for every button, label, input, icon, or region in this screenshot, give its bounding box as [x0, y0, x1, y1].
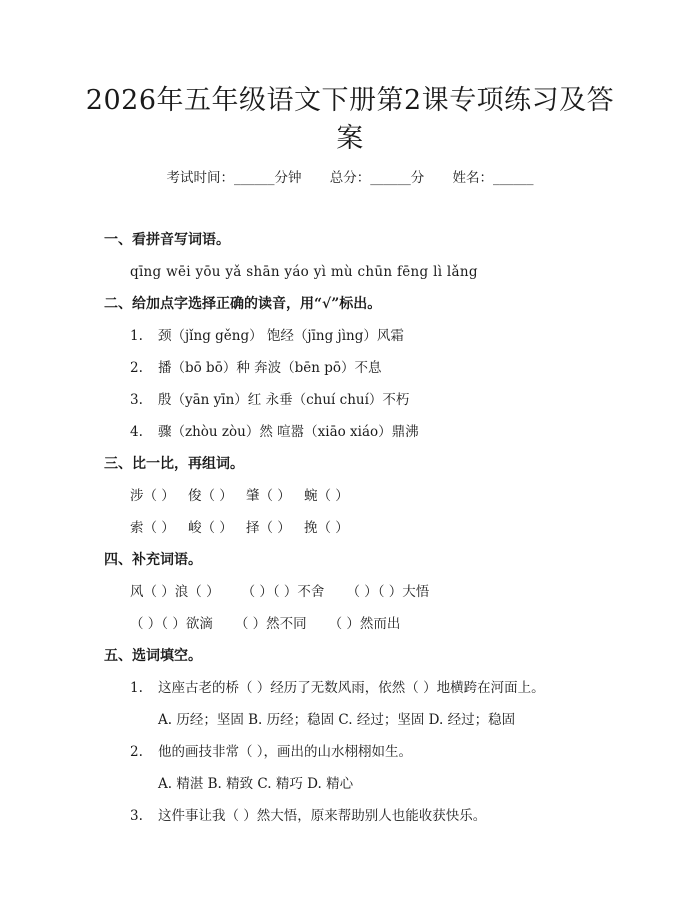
idiom-blank: （ ）然不同 [234, 616, 307, 632]
idiom-blank: （ ）（ ）大悟 [346, 584, 430, 600]
section-1-pinyin: qīng wēi yōu yǎ shān yáo yì mù chūn fēng lì lǎng [130, 264, 478, 280]
exam-meta [0, 168, 700, 188]
compare-word: 蜿（ ） [304, 488, 349, 504]
item-text: 殷（yān yīn）红 永垂（chuí chuí）不朽 [158, 392, 410, 408]
question-number: 3. [130, 808, 143, 824]
section-3-row [104, 512, 664, 544]
idiom-blank: （ ）（ ）不舍 [241, 584, 325, 600]
compare-word: 索（ ） [130, 520, 175, 536]
page-title: 2026年五年级语文下册第2课专项练习及答案 [85, 85, 615, 154]
item-number: 1. [130, 328, 143, 344]
compare-word: 涉（ ） [130, 488, 175, 504]
section-3-row [104, 480, 664, 512]
section-5-question [104, 736, 664, 768]
section-3-title: 三、比一比，再组词。 [104, 456, 244, 472]
item-text: 骤（zhòu zòu）然 喧嚣（xiāo xiáo）鼎沸 [158, 424, 419, 440]
worksheet-content [104, 224, 664, 832]
question-text: 这件事让我（ ）然大悟，原来帮助别人也能收获快乐。 [158, 808, 487, 824]
question-text: 他的画技非常（ ），画出的山水栩栩如生。 [158, 744, 413, 760]
section-4-row [104, 608, 664, 640]
section-2-title: 二、给加点字选择正确的读音，用“√”标出。 [104, 296, 382, 312]
compare-word: 峻（ ） [188, 520, 233, 536]
section-1-title: 一、看拼音写词语。 [104, 232, 230, 248]
exam-time: 考试时间：______分钟 [166, 170, 302, 186]
compare-word: 肇（ ） [246, 488, 291, 504]
section-5-question [104, 800, 664, 832]
section-2-item [104, 416, 664, 448]
section-4-row [104, 576, 664, 608]
idiom-blank: （ ）然而出 [328, 616, 401, 632]
section-5-options: A. 精湛 B. 精致 C. 精巧 D. 精心 [158, 776, 354, 792]
item-text: 颈（jǐng gěng） 饱经（jīng jìng）风霜 [158, 328, 404, 344]
question-number: 2. [130, 744, 143, 760]
idiom-blank: （ ）（ ）欲滴 [130, 616, 213, 632]
item-text: 播（bō bō）种 奔波（bēn pō）不息 [158, 360, 382, 376]
section-5-question [104, 672, 664, 704]
section-2-item [104, 384, 664, 416]
section-5-title: 五、选词填空。 [104, 648, 202, 664]
compare-word: 挽（ ） [304, 520, 349, 536]
section-2-item [104, 352, 664, 384]
question-text: 这座古老的桥（ ）经历了无数风雨，依然（ ）地横跨在河面上。 [158, 680, 545, 696]
compare-word: 择（ ） [246, 520, 291, 536]
exam-score: 总分：______分 [329, 170, 425, 186]
compare-word: 俊（ ） [188, 488, 233, 504]
section-4-title: 四、补充词语。 [104, 552, 202, 568]
item-number: 4. [130, 424, 143, 440]
item-number: 2. [130, 360, 143, 376]
section-5-options: A. 历经；坚固 B. 历经；稳固 C. 经过；坚固 D. 经过；稳固 [158, 712, 516, 728]
student-name: 姓名：______ [452, 170, 534, 186]
item-number: 3. [130, 392, 143, 408]
question-number: 1. [130, 680, 143, 696]
section-2-item [104, 320, 664, 352]
idiom-blank: 风（ ）浪（ ） [130, 584, 220, 600]
